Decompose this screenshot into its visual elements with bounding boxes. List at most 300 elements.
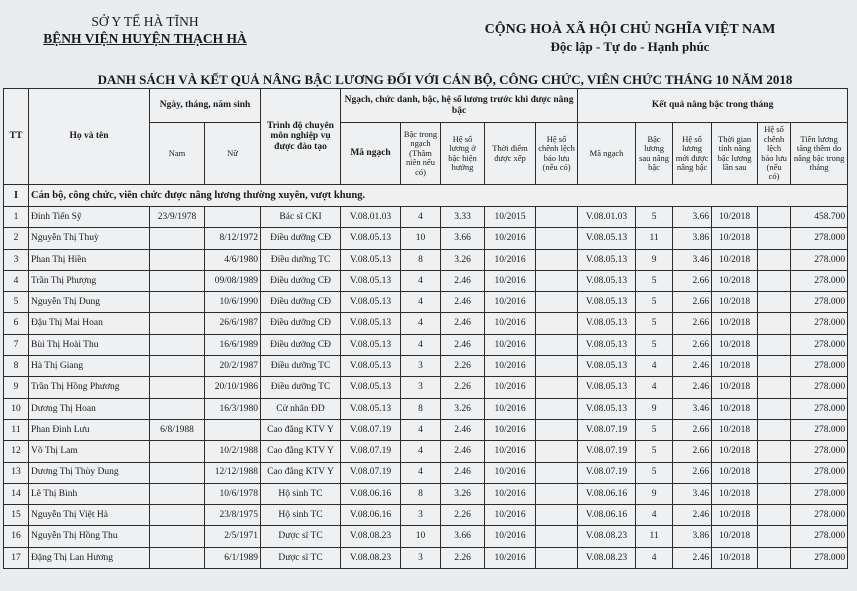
- cell-bac: 10: [401, 228, 441, 249]
- cell-tien-luong: 278.000: [791, 313, 848, 334]
- cell-education: Điều dưỡng CĐ: [261, 270, 341, 291]
- cell-name: Dương Thị Thùy Dung: [29, 462, 150, 483]
- header-chenh-lech-label: Hệ số chênh lệch bảo lưu: [538, 133, 575, 163]
- cell-name: Trần Thị Phượng: [29, 270, 150, 291]
- table-row: [4, 377, 848, 398]
- cell-name: Nguyễn Thị Hồng Thu: [29, 526, 150, 547]
- cell-bac: 3: [401, 505, 441, 526]
- cell-chenh-lech: [536, 398, 578, 419]
- cell-chenh-lech: [536, 228, 578, 249]
- hospital-name: BỆNH VIỆN HUYỆN THẠCH HÀ: [43, 31, 247, 46]
- cell-ma-ngach: V.08.05.13: [341, 398, 401, 419]
- cell-bac: 4: [401, 207, 441, 228]
- cell-he-so-new: 3.86: [673, 526, 712, 547]
- cell-dob-female: 6/1/1989: [205, 547, 261, 568]
- cell-thoi-gian: 10/2018: [712, 483, 758, 504]
- table-row: [4, 398, 848, 419]
- cell-tien-luong: 278.000: [791, 249, 848, 270]
- cell-dob-male: [150, 292, 205, 313]
- cell-ma-ngach: V.08.05.13: [341, 356, 401, 377]
- cell-education: Điều dưỡng TC: [261, 356, 341, 377]
- cell-bac: 4: [401, 270, 441, 291]
- cell-he-so-new: 2.66: [673, 270, 712, 291]
- cell-name: Hà Thị Giang: [29, 356, 150, 377]
- cell-chenh-lech-new: [758, 313, 791, 334]
- cell-name: Phan Thị Hiền: [29, 249, 150, 270]
- cell-tien-luong: 278.000: [791, 377, 848, 398]
- cell-education: Điều dưỡng CĐ: [261, 228, 341, 249]
- cell-chenh-lech-new: [758, 377, 791, 398]
- cell-dob-female: 16/6/1989: [205, 334, 261, 355]
- cell-ma-ngach: V.08.07.19: [341, 462, 401, 483]
- cell-tien-luong: 278.000: [791, 483, 848, 504]
- cell-chenh-lech-new: [758, 356, 791, 377]
- national-motto: Độc lập - Tự do - Hạnh phúc: [550, 39, 710, 54]
- cell-dob-male: [150, 377, 205, 398]
- cell-dob-female: 10/6/1990: [205, 292, 261, 313]
- cell-thoi-gian: 10/2018: [712, 547, 758, 568]
- cell-tt: 2: [4, 228, 29, 249]
- cell-bac-new: 5: [636, 270, 673, 291]
- cell-thoi-gian: 10/2018: [712, 356, 758, 377]
- table-row: [4, 462, 848, 483]
- cell-thoi-diem: 10/2016: [485, 462, 536, 483]
- cell-chenh-lech-new: [758, 483, 791, 504]
- cell-ma-ngach: V.08.05.13: [341, 228, 401, 249]
- cell-he-so-new: 2.66: [673, 419, 712, 440]
- cell-chenh-lech-new: [758, 547, 791, 568]
- header-bac-trong-ngach: [401, 123, 441, 185]
- header-bac-label: Bậc trong ngạch: [403, 129, 438, 149]
- cell-dob-female: 12/12/1988: [205, 462, 261, 483]
- cell-he-so: 2.26: [441, 356, 485, 377]
- cell-thoi-diem: 10/2016: [485, 398, 536, 419]
- cell-name: Trần Thị Hồng Phương: [29, 377, 150, 398]
- ministry-name: SỞ Y TẾ HÀ TĨNH: [91, 14, 199, 29]
- header-bac-sau: Bậc lương sau nâng bậc: [636, 123, 673, 185]
- cell-dob-male: [150, 526, 205, 547]
- header-he-so-hien-huong: Hệ số lương ở bậc hiện hưởng: [441, 123, 485, 185]
- cell-thoi-gian: 10/2018: [712, 249, 758, 270]
- cell-ma-ngach: V.08.08.23: [341, 526, 401, 547]
- section-row: [4, 185, 848, 207]
- cell-thoi-diem: 10/2016: [485, 313, 536, 334]
- cell-thoi-diem: 10/2016: [485, 292, 536, 313]
- cell-ma-ngach-new: V.08.06.16: [578, 505, 636, 526]
- header-chenh-lech-2-note: (nếu có): [766, 161, 782, 182]
- cell-he-so: 2.26: [441, 377, 485, 398]
- cell-thoi-diem: 10/2016: [485, 249, 536, 270]
- cell-thoi-gian: 10/2018: [712, 334, 758, 355]
- cell-tien-luong: 278.000: [791, 228, 848, 249]
- section-label: Cán bộ, công chức, viên chức được nâng lương thường xuyên, vượt khung.: [29, 185, 848, 207]
- cell-chenh-lech-new: [758, 398, 791, 419]
- salary-table: [3, 88, 848, 569]
- cell-name: Võ Thị Lam: [29, 441, 150, 462]
- cell-dob-female: 8/12/1972: [205, 228, 261, 249]
- table-row: [4, 441, 848, 462]
- cell-tien-luong: 278.000: [791, 419, 848, 440]
- cell-tien-luong: 278.000: [791, 356, 848, 377]
- cell-dob-female: 10/2/1988: [205, 441, 261, 462]
- cell-dob-female: 10/6/1978: [205, 483, 261, 504]
- cell-bac-new: 5: [636, 462, 673, 483]
- cell-bac-new: 4: [636, 356, 673, 377]
- cell-tt: 3: [4, 249, 29, 270]
- cell-he-so: 2.46: [441, 313, 485, 334]
- header-tt: TT: [4, 89, 29, 185]
- cell-dob-male: [150, 356, 205, 377]
- cell-ma-ngach: V.08.07.19: [341, 441, 401, 462]
- cell-ma-ngach-new: V.08.07.19: [578, 441, 636, 462]
- cell-ma-ngach: V.08.06.16: [341, 483, 401, 504]
- cell-he-so: 3.66: [441, 526, 485, 547]
- cell-chenh-lech: [536, 377, 578, 398]
- agency-header: [20, 14, 270, 47]
- cell-dob-male: [150, 547, 205, 568]
- cell-dob-female: 20/10/1986: [205, 377, 261, 398]
- table-body: [4, 185, 848, 569]
- table-row: [4, 356, 848, 377]
- cell-bac: 4: [401, 441, 441, 462]
- cell-dob-male: [150, 483, 205, 504]
- cell-ma-ngach-new: V.08.07.19: [578, 419, 636, 440]
- cell-bac-new: 11: [636, 526, 673, 547]
- cell-ma-ngach: V.08.06.16: [341, 505, 401, 526]
- cell-dob-male: [150, 313, 205, 334]
- cell-name: Phan Đình Lưu: [29, 419, 150, 440]
- cell-bac: 4: [401, 292, 441, 313]
- cell-tt: 13: [4, 462, 29, 483]
- cell-bac-new: 5: [636, 207, 673, 228]
- header-chenh-lech: [536, 123, 578, 185]
- cell-tt: 4: [4, 270, 29, 291]
- cell-education: Cao đẳng KTV Y: [261, 462, 341, 483]
- cell-ma-ngach: V.08.05.13: [341, 292, 401, 313]
- cell-dob-male: [150, 334, 205, 355]
- cell-education: Cao đẳng KTV Y: [261, 419, 341, 440]
- cell-dob-male: [150, 398, 205, 419]
- cell-chenh-lech-new: [758, 249, 791, 270]
- cell-he-so-new: 3.46: [673, 483, 712, 504]
- cell-bac: 3: [401, 356, 441, 377]
- cell-he-so-new: 2.66: [673, 292, 712, 313]
- cell-ma-ngach-new: V.08.05.13: [578, 270, 636, 291]
- cell-name: Nguyễn Thị Dung: [29, 292, 150, 313]
- cell-chenh-lech: [536, 270, 578, 291]
- cell-bac-new: 5: [636, 334, 673, 355]
- cell-thoi-diem: 10/2016: [485, 547, 536, 568]
- cell-tt: 16: [4, 526, 29, 547]
- cell-ma-ngach-new: V.08.05.13: [578, 313, 636, 334]
- cell-education: Điều dưỡng TC: [261, 377, 341, 398]
- cell-education: Dược sĩ TC: [261, 547, 341, 568]
- cell-he-so-new: 2.46: [673, 505, 712, 526]
- cell-ma-ngach: V.08.08.23: [341, 547, 401, 568]
- cell-he-so: 3.26: [441, 398, 485, 419]
- cell-education: Điều dưỡng CĐ: [261, 334, 341, 355]
- cell-tt: 11: [4, 419, 29, 440]
- national-header: [470, 22, 790, 55]
- cell-he-so-new: 2.66: [673, 441, 712, 462]
- cell-thoi-gian: 10/2018: [712, 526, 758, 547]
- cell-tien-luong: 278.000: [791, 547, 848, 568]
- cell-dob-male: 6/8/1988: [150, 419, 205, 440]
- cell-thoi-gian: 10/2018: [712, 377, 758, 398]
- cell-chenh-lech: [536, 356, 578, 377]
- cell-he-so: 2.46: [441, 292, 485, 313]
- cell-education: Điều dưỡng CĐ: [261, 313, 341, 334]
- cell-dob-male: [150, 249, 205, 270]
- section-number: I: [4, 185, 29, 207]
- cell-tt: 17: [4, 547, 29, 568]
- cell-ma-ngach-new: V.08.06.16: [578, 483, 636, 504]
- cell-he-so-new: 2.66: [673, 334, 712, 355]
- cell-thoi-diem: 10/2016: [485, 483, 536, 504]
- cell-he-so-new: 3.46: [673, 249, 712, 270]
- cell-thoi-gian: 10/2018: [712, 398, 758, 419]
- cell-education: Hộ sinh TC: [261, 505, 341, 526]
- cell-he-so: 2.26: [441, 547, 485, 568]
- cell-bac-new: 5: [636, 292, 673, 313]
- cell-education: Cử nhân ĐD: [261, 398, 341, 419]
- cell-tt: 15: [4, 505, 29, 526]
- cell-tt: 10: [4, 398, 29, 419]
- cell-he-so: 3.26: [441, 483, 485, 504]
- cell-he-so: 2.26: [441, 505, 485, 526]
- cell-chenh-lech-new: [758, 505, 791, 526]
- cell-ma-ngach: V.08.07.19: [341, 419, 401, 440]
- cell-ma-ngach-new: V.08.05.13: [578, 334, 636, 355]
- cell-bac: 10: [401, 526, 441, 547]
- cell-ma-ngach-new: V.08.01.03: [578, 207, 636, 228]
- cell-bac-new: 4: [636, 377, 673, 398]
- cell-bac-new: 9: [636, 483, 673, 504]
- cell-education: Bác sĩ CKI: [261, 207, 341, 228]
- header-education: Trình độ chuyên môn nghiệp vụ được đào tạo: [261, 89, 341, 185]
- cell-bac: 4: [401, 334, 441, 355]
- cell-bac-new: 5: [636, 313, 673, 334]
- cell-he-so: 3.66: [441, 228, 485, 249]
- cell-he-so-new: 2.66: [673, 313, 712, 334]
- cell-tt: 12: [4, 441, 29, 462]
- cell-education: Điều dưỡng TC: [261, 249, 341, 270]
- header-before-group: Ngạch, chức danh, bậc, hệ số lương trước khi được nâng bậc: [341, 89, 578, 123]
- cell-chenh-lech-new: [758, 462, 791, 483]
- cell-name: Nguyễn Thị Thuỳ: [29, 228, 150, 249]
- table-row: [4, 547, 848, 568]
- cell-ma-ngach: V.08.05.13: [341, 249, 401, 270]
- cell-thoi-gian: 10/2018: [712, 313, 758, 334]
- cell-dob-male: [150, 441, 205, 462]
- cell-thoi-gian: 10/2018: [712, 441, 758, 462]
- cell-tt: 8: [4, 356, 29, 377]
- table-row: [4, 334, 848, 355]
- table-row: [4, 483, 848, 504]
- cell-chenh-lech: [536, 441, 578, 462]
- cell-ma-ngach-new: V.08.08.23: [578, 526, 636, 547]
- cell-tien-luong: 278.000: [791, 441, 848, 462]
- cell-ma-ngach-new: V.08.07.19: [578, 462, 636, 483]
- cell-he-so-new: 3.66: [673, 207, 712, 228]
- cell-thoi-gian: 10/2018: [712, 292, 758, 313]
- cell-he-so: 3.26: [441, 249, 485, 270]
- cell-name: Đặng Thị Lan Hương: [29, 547, 150, 568]
- cell-chenh-lech: [536, 483, 578, 504]
- cell-ma-ngach: V.08.05.13: [341, 270, 401, 291]
- cell-he-so: 2.46: [441, 270, 485, 291]
- cell-chenh-lech: [536, 292, 578, 313]
- cell-bac: 4: [401, 419, 441, 440]
- cell-he-so: 3.33: [441, 207, 485, 228]
- cell-chenh-lech-new: [758, 441, 791, 462]
- cell-dob-female: 23/8/1975: [205, 505, 261, 526]
- cell-tt: 5: [4, 292, 29, 313]
- cell-education: Dược sĩ TC: [261, 526, 341, 547]
- cell-bac-new: 5: [636, 441, 673, 462]
- cell-tien-luong: 278.000: [791, 334, 848, 355]
- cell-bac-new: 4: [636, 547, 673, 568]
- cell-tien-luong: 278.000: [791, 270, 848, 291]
- cell-ma-ngach-new: V.08.08.23: [578, 547, 636, 568]
- table-row: [4, 419, 848, 440]
- cell-chenh-lech-new: [758, 526, 791, 547]
- header-name: Họ và tên: [29, 89, 150, 185]
- cell-bac-new: 4: [636, 505, 673, 526]
- cell-chenh-lech: [536, 334, 578, 355]
- cell-thoi-gian: 10/2018: [712, 505, 758, 526]
- cell-ma-ngach-new: V.08.05.13: [578, 249, 636, 270]
- cell-chenh-lech-new: [758, 292, 791, 313]
- cell-he-so: 2.46: [441, 441, 485, 462]
- cell-name: Nguyễn Thị Việt Hà: [29, 505, 150, 526]
- cell-ma-ngach-new: V.08.05.13: [578, 398, 636, 419]
- cell-he-so-new: 3.46: [673, 398, 712, 419]
- cell-tt: 14: [4, 483, 29, 504]
- cell-tien-luong: 278.000: [791, 505, 848, 526]
- table-row: [4, 313, 848, 334]
- header-male: Nam: [150, 123, 205, 185]
- cell-chenh-lech-new: [758, 207, 791, 228]
- header-ma-ngach-2: Mã ngạch: [578, 123, 636, 185]
- cell-dob-male: [150, 462, 205, 483]
- cell-tt: 6: [4, 313, 29, 334]
- cell-bac-new: 9: [636, 398, 673, 419]
- cell-name: Dương Thị Hoan: [29, 398, 150, 419]
- cell-dob-female: 09/08/1989: [205, 270, 261, 291]
- cell-bac-new: 9: [636, 249, 673, 270]
- cell-education: Điều dưỡng CĐ: [261, 292, 341, 313]
- cell-name: Đậu Thị Mai Hoan: [29, 313, 150, 334]
- cell-thoi-gian: 10/2018: [712, 228, 758, 249]
- cell-dob-female: 4/6/1980: [205, 249, 261, 270]
- cell-chenh-lech: [536, 313, 578, 334]
- cell-he-so-new: 2.46: [673, 356, 712, 377]
- header-chenh-lech-note: (nếu có): [542, 161, 571, 172]
- header-he-so-moi: Hệ số lương mới được nâng bậc: [673, 123, 712, 185]
- table-row: [4, 270, 848, 291]
- cell-bac: 8: [401, 398, 441, 419]
- cell-bac: 8: [401, 249, 441, 270]
- cell-tien-luong: 278.000: [791, 462, 848, 483]
- header-tien-luong: Tiền lương tăng thêm do nâng bậc trong tháng: [791, 123, 848, 185]
- cell-dob-male: 23/9/1978: [150, 207, 205, 228]
- cell-chenh-lech-new: [758, 419, 791, 440]
- header-thoi-diem: Thời điểm được xếp: [485, 123, 536, 185]
- table-row: [4, 207, 848, 228]
- cell-thoi-diem: 10/2015: [485, 207, 536, 228]
- cell-he-so-new: 2.46: [673, 377, 712, 398]
- cell-ma-ngach: V.08.05.13: [341, 377, 401, 398]
- cell-thoi-diem: 10/2016: [485, 334, 536, 355]
- header-bac-note: (Thâm niên nếu có): [405, 147, 436, 177]
- header-dob: Ngày, tháng, năm sinh: [150, 89, 261, 123]
- cell-dob-female: 26/6/1987: [205, 313, 261, 334]
- cell-chenh-lech-new: [758, 228, 791, 249]
- cell-bac: 8: [401, 483, 441, 504]
- cell-he-so-new: 2.66: [673, 462, 712, 483]
- cell-name: Đinh Tiến Sỹ: [29, 207, 150, 228]
- cell-bac: 3: [401, 377, 441, 398]
- cell-he-so: 2.46: [441, 334, 485, 355]
- cell-education: Cao đẳng KTV Y: [261, 441, 341, 462]
- cell-chenh-lech-new: [758, 334, 791, 355]
- header-thoi-gian: Thời gian tính nâng bậc lương lần sau: [712, 123, 758, 185]
- cell-ma-ngach: V.08.05.13: [341, 334, 401, 355]
- cell-ma-ngach-new: V.08.05.13: [578, 356, 636, 377]
- cell-he-so: 2.46: [441, 462, 485, 483]
- cell-ma-ngach-new: V.08.05.13: [578, 292, 636, 313]
- table-row: [4, 228, 848, 249]
- cell-ma-ngach: V.08.01.03: [341, 207, 401, 228]
- cell-thoi-diem: 10/2016: [485, 526, 536, 547]
- cell-he-so-new: 3.86: [673, 228, 712, 249]
- cell-dob-female: [205, 419, 261, 440]
- cell-thoi-diem: 10/2016: [485, 228, 536, 249]
- cell-he-so-new: 2.46: [673, 547, 712, 568]
- nation-name: CỘNG HOÀ XÃ HỘI CHỦ NGHĨA VIỆT NAM: [484, 22, 776, 37]
- cell-thoi-diem: 10/2016: [485, 419, 536, 440]
- cell-thoi-diem: 10/2016: [485, 441, 536, 462]
- cell-ma-ngach-new: V.08.05.13: [578, 228, 636, 249]
- cell-dob-male: [150, 505, 205, 526]
- cell-thoi-gian: 10/2018: [712, 207, 758, 228]
- header-female: Nữ: [205, 123, 261, 185]
- cell-chenh-lech-new: [758, 270, 791, 291]
- header-ma-ngach: Mã ngạch: [341, 123, 401, 185]
- cell-tien-luong: 278.000: [791, 526, 848, 547]
- table-row: [4, 249, 848, 270]
- cell-tien-luong: 278.000: [791, 292, 848, 313]
- cell-name: Bùi Thị Hoài Thu: [29, 334, 150, 355]
- header-chenh-lech-2: [758, 123, 791, 185]
- cell-thoi-diem: 10/2016: [485, 356, 536, 377]
- cell-thoi-diem: 10/2016: [485, 270, 536, 291]
- cell-name: Lê Thị Bình: [29, 483, 150, 504]
- cell-bac: 4: [401, 462, 441, 483]
- cell-chenh-lech: [536, 547, 578, 568]
- document-title: DANH SÁCH VÀ KẾT QUẢ NÂNG BẬC LƯƠNG ĐỐI VỚI CÁN BỘ, CÔNG CHỨC, VIÊN CHỨC THÁNG 10 NĂM 2018: [97, 72, 793, 87]
- cell-thoi-diem: 10/2016: [485, 377, 536, 398]
- header-result-group: Kết quả nâng bậc trong tháng: [578, 89, 848, 123]
- cell-dob-female: [205, 207, 261, 228]
- table-row: [4, 292, 848, 313]
- cell-education: Hộ sinh TC: [261, 483, 341, 504]
- cell-chenh-lech: [536, 207, 578, 228]
- cell-bac-new: 11: [636, 228, 673, 249]
- cell-thoi-gian: 10/2018: [712, 462, 758, 483]
- cell-bac: 4: [401, 313, 441, 334]
